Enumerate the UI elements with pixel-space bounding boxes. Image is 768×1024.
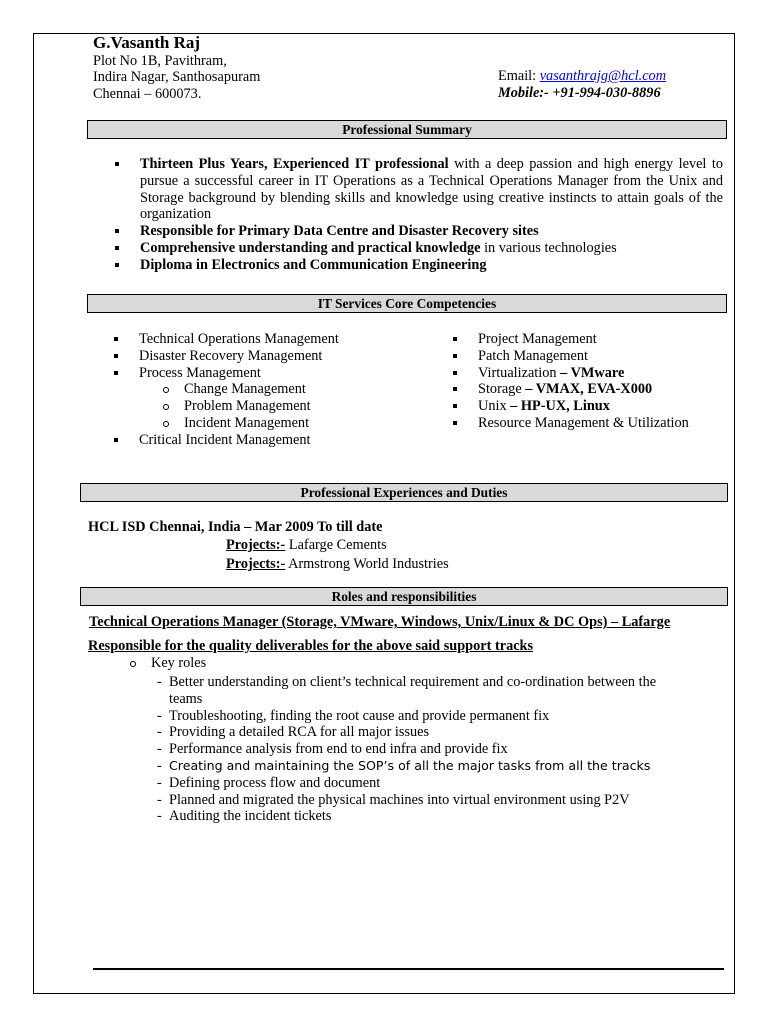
email-link[interactable]: vasanthrajg@hcl.com <box>539 68 667 84</box>
role-item: - Planned and migrated the physical machines into virtual environment using P2V <box>157 792 717 809</box>
bottom-rule <box>93 968 724 970</box>
role-item: - Better understanding on client’s technical requirement and co-ordination between the teams <box>157 674 717 708</box>
competency-subitem: Problem Management <box>161 398 444 415</box>
competency-item: Critical Incident Management <box>114 432 444 449</box>
competency-subitem: Change Management <box>161 381 444 398</box>
email-label: Email: <box>498 68 540 84</box>
competency-subitem: Incident Management <box>161 415 444 432</box>
role-item: - Defining process flow and document <box>157 775 717 792</box>
competency-item: Patch Management <box>453 348 733 365</box>
candidate-name: G.Vasanth Raj <box>93 33 201 52</box>
summary-item: Responsible for Primary Data Centre and Disaster Recovery sites <box>115 223 723 240</box>
role-item: - Creating and maintaining the SOP’s of all the major tasks from all the tracks <box>157 758 717 775</box>
role-item: - Auditing the incident tickets <box>157 808 717 825</box>
mobile-number: Mobile:- +91-994-030-8896 <box>498 85 661 101</box>
section-roles-responsibilities: Roles and responsibilities <box>80 587 728 606</box>
competency-item: Storage – VMAX, EVA-X000 <box>453 381 733 398</box>
company-line: HCL ISD Chennai, India – Mar 2009 To till date <box>88 519 383 535</box>
role-item: - Troubleshooting, finding the root cause and provide permanent fix <box>157 708 717 725</box>
role-heading: Technical Operations Manager (Storage, VMware, Windows, Unix/Linux & DC Ops) – Lafarge <box>89 614 671 630</box>
email-row <box>498 68 666 85</box>
address-line-1: Plot No 1B, Pavithram, <box>93 53 227 69</box>
competency-item: Disaster Recovery Management <box>114 348 444 365</box>
competencies-left-column <box>114 331 444 449</box>
summary-item: Thirteen Plus Years, Experienced IT professional with a deep passion and high energy level to pursue a successful career in IT Operations as a Technical Operations Manager from the Unix and Storage background by blending skills and knowledge using creative instincts to attain goals of the organization <box>115 156 723 223</box>
competency-item: Process Management <box>114 365 444 382</box>
section-professional-experiences: Professional Experiences and Duties <box>80 483 728 502</box>
competencies-right-column <box>453 331 733 432</box>
key-roles-label: Key roles <box>128 655 698 672</box>
competency-item: Project Management <box>453 331 733 348</box>
projects-label: Projects:- <box>226 537 286 553</box>
address-line-2: Indira Nagar, Santhosapuram <box>93 69 261 85</box>
role-item: - Performance analysis from end to end infra and provide fix <box>157 741 717 758</box>
project-line-1: Projects:- Lafarge Cements <box>226 537 387 553</box>
summary-list <box>115 156 723 274</box>
role-item: - Providing a detailed RCA for all major issues <box>157 724 717 741</box>
project-line-2: Projects:- Armstrong World Industries <box>226 556 449 572</box>
section-professional-summary: Professional Summary <box>87 120 727 139</box>
competency-item: Unix – HP-UX, Linux <box>453 398 733 415</box>
responsibility-heading: Responsible for the quality deliverables for the above said support tracks <box>88 638 534 654</box>
competency-item: Virtualization – VMware <box>453 365 733 382</box>
summary-item: Comprehensive understanding and practical knowledge in various technologies <box>115 240 723 257</box>
competency-item: Technical Operations Management <box>114 331 444 348</box>
key-roles-list <box>128 655 698 672</box>
address-line-3: Chennai – 600073. <box>93 86 202 102</box>
projects-label: Projects:- <box>226 556 286 572</box>
key-roles-items <box>157 674 717 825</box>
summary-item: Diploma in Electronics and Communication Engineering <box>115 257 723 274</box>
section-core-competencies: IT Services Core Competencies <box>87 294 727 313</box>
competency-item: Resource Management & Utilization <box>453 415 733 432</box>
